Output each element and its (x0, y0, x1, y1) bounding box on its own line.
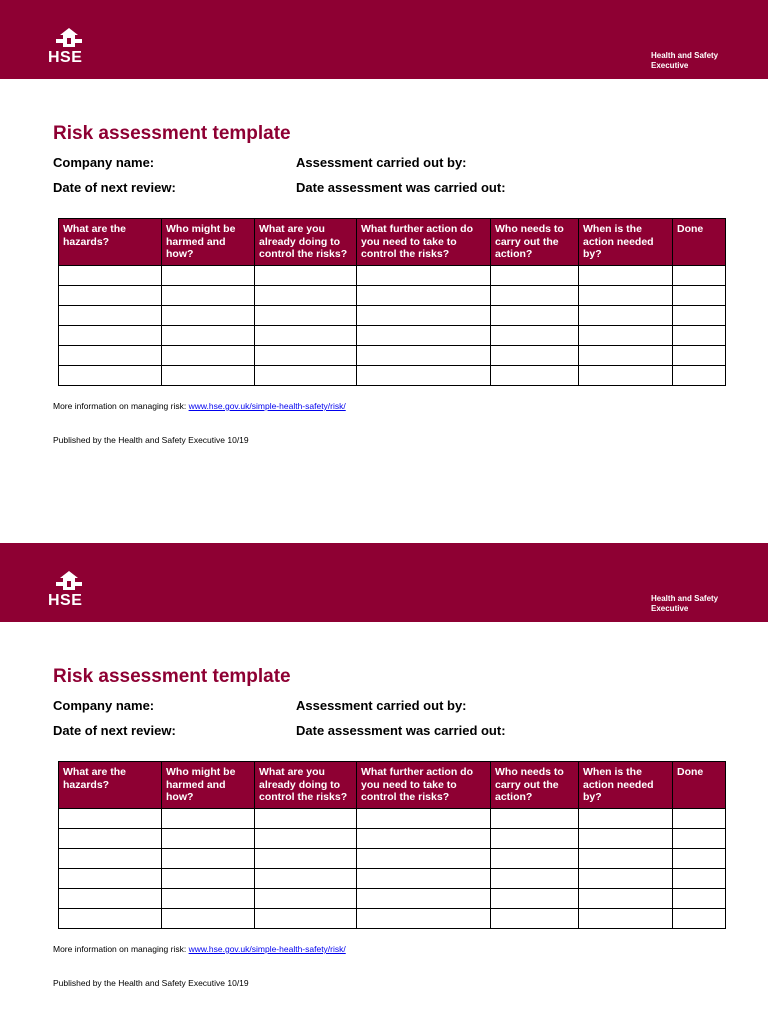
table-cell[interactable] (357, 849, 491, 869)
header-banner (0, 543, 768, 622)
table-cell[interactable] (357, 889, 491, 909)
table-cell[interactable] (357, 809, 491, 829)
table-cell[interactable] (357, 869, 491, 889)
risk-table (58, 761, 726, 929)
col-hazards: What are the hazards? (59, 219, 162, 266)
table-cell[interactable] (59, 889, 162, 909)
table-cell[interactable] (491, 346, 579, 366)
table-cell[interactable] (255, 266, 357, 286)
table-cell[interactable] (673, 889, 726, 909)
table-cell[interactable] (59, 366, 162, 386)
table-cell[interactable] (673, 366, 726, 386)
table-cell[interactable] (491, 366, 579, 386)
col-when-needed: When is the action needed by? (579, 762, 673, 809)
table-cell[interactable] (59, 869, 162, 889)
table-cell[interactable] (673, 266, 726, 286)
assessment-by-label: Assessment carried out by: (296, 155, 467, 170)
table-cell[interactable] (255, 326, 357, 346)
table-cell[interactable] (162, 909, 255, 929)
table-cell[interactable] (255, 909, 357, 929)
table-cell[interactable] (579, 366, 673, 386)
table-cell[interactable] (579, 266, 673, 286)
col-current-controls: What are you already doing to control the risks? (255, 762, 357, 809)
table-cell[interactable] (673, 306, 726, 326)
table-cell[interactable] (491, 809, 579, 829)
table-cell[interactable] (255, 849, 357, 869)
table-row (59, 326, 726, 346)
next-review-label: Date of next review: (53, 723, 176, 738)
hse-crest-icon (51, 570, 87, 592)
table-cell[interactable] (59, 326, 162, 346)
table-cell[interactable] (59, 829, 162, 849)
published-by: Published by the Health and Safety Executive 10/19 (53, 435, 249, 445)
org-name (651, 594, 718, 614)
table-cell[interactable] (357, 326, 491, 346)
table-row (59, 346, 726, 366)
table-cell[interactable] (673, 286, 726, 306)
table-cell[interactable] (491, 889, 579, 909)
table-row (59, 266, 726, 286)
more-info-line (53, 944, 346, 954)
table-cell[interactable] (255, 306, 357, 326)
table-cell[interactable] (162, 889, 255, 909)
table-cell[interactable] (579, 346, 673, 366)
table-cell[interactable] (255, 366, 357, 386)
table-cell[interactable] (59, 809, 162, 829)
table-cell[interactable] (162, 869, 255, 889)
table-cell[interactable] (357, 366, 491, 386)
date-carried-out-label: Date assessment was carried out: (296, 180, 506, 195)
table-cell[interactable] (162, 829, 255, 849)
table-cell[interactable] (59, 266, 162, 286)
template-page-1 (0, 0, 768, 480)
table-cell[interactable] (255, 286, 357, 306)
table-cell[interactable] (357, 909, 491, 929)
table-cell[interactable] (357, 306, 491, 326)
table-cell[interactable] (255, 346, 357, 366)
org-name-line1: Health and Safety (651, 594, 719, 603)
org-name (651, 51, 718, 71)
table-cell[interactable] (673, 909, 726, 929)
risk-table (58, 218, 726, 386)
table-cell[interactable] (673, 326, 726, 346)
col-done: Done (673, 762, 726, 809)
published-by: Published by the Health and Safety Executive 10/19 (53, 978, 249, 988)
col-who-acts: Who needs to carry out the action? (491, 762, 579, 809)
table-header-row (59, 219, 726, 266)
date-carried-out-label: Date assessment was carried out: (296, 723, 506, 738)
col-who-acts: Who needs to carry out the action? (491, 219, 579, 266)
table-cell[interactable] (491, 869, 579, 889)
table-cell[interactable] (162, 809, 255, 829)
table-cell[interactable] (673, 809, 726, 829)
table-row (59, 829, 726, 849)
company-name-label: Company name: (53, 698, 155, 713)
table-row (59, 849, 726, 869)
table-cell[interactable] (255, 809, 357, 829)
table-cell[interactable] (162, 849, 255, 869)
table-cell[interactable] (579, 869, 673, 889)
risk-guidance-link[interactable]: www.hse.gov.uk/simple-health-safety/risk/ (188, 944, 346, 954)
table-cell[interactable] (255, 889, 357, 909)
col-current-controls: What are you already doing to control the risks? (255, 219, 357, 266)
table-cell[interactable] (579, 809, 673, 829)
table-cell[interactable] (673, 849, 726, 869)
col-who-harmed: Who might be harmed and how? (162, 219, 255, 266)
table-cell[interactable] (255, 829, 357, 849)
org-name-line2: Executive (651, 61, 689, 70)
company-name-label: Company name: (53, 155, 155, 170)
template-page-2 (0, 543, 768, 1023)
table-cell[interactable] (673, 346, 726, 366)
table-cell[interactable] (162, 306, 255, 326)
table-cell[interactable] (491, 306, 579, 326)
table-cell[interactable] (579, 889, 673, 909)
table-cell[interactable] (491, 909, 579, 929)
col-further-action: What further action do you need to take to control the risks? (357, 762, 491, 809)
col-further-action: What further action do you need to take to control the risks? (357, 219, 491, 266)
table-cell[interactable] (255, 869, 357, 889)
col-when-needed: When is the action needed by? (579, 219, 673, 266)
table-cell[interactable] (162, 266, 255, 286)
table-cell[interactable] (59, 849, 162, 869)
table-cell[interactable] (59, 306, 162, 326)
document-title: Risk assessment template (53, 666, 291, 687)
table-row (59, 809, 726, 829)
more-info-line (53, 401, 346, 411)
logo-text: HSE (48, 592, 83, 609)
header-banner (0, 0, 768, 79)
table-cell[interactable] (491, 286, 579, 306)
table-cell[interactable] (357, 346, 491, 366)
table-cell[interactable] (162, 286, 255, 306)
table-cell[interactable] (357, 829, 491, 849)
table-cell[interactable] (491, 326, 579, 346)
table-cell[interactable] (357, 266, 491, 286)
org-name-line1: Health and Safety (651, 51, 719, 60)
table-row (59, 366, 726, 386)
table-cell[interactable] (491, 266, 579, 286)
table-cell[interactable] (579, 306, 673, 326)
table-cell[interactable] (162, 366, 255, 386)
col-done: Done (673, 219, 726, 266)
table-header-row (59, 762, 726, 809)
assessment-by-label: Assessment carried out by: (296, 698, 467, 713)
table-row (59, 286, 726, 306)
table-cell[interactable] (579, 326, 673, 346)
table-cell[interactable] (579, 286, 673, 306)
table-cell[interactable] (59, 909, 162, 929)
col-hazards: What are the hazards? (59, 762, 162, 809)
more-info-label: More information on managing risk: (53, 401, 189, 411)
table-row (59, 306, 726, 326)
table-cell[interactable] (579, 849, 673, 869)
table-row (59, 869, 726, 889)
table-row (59, 909, 726, 929)
table-cell[interactable] (162, 326, 255, 346)
table-cell[interactable] (357, 286, 491, 306)
table-cell[interactable] (673, 829, 726, 849)
table-cell[interactable] (673, 869, 726, 889)
logo-text: HSE (48, 49, 83, 66)
table-cell[interactable] (59, 286, 162, 306)
more-info-label: More information on managing risk: (53, 944, 189, 954)
table-cell[interactable] (59, 346, 162, 366)
risk-guidance-link[interactable]: www.hse.gov.uk/simple-health-safety/risk/ (188, 401, 346, 411)
table-cell[interactable] (491, 849, 579, 869)
hse-logo (48, 570, 90, 612)
table-cell[interactable] (491, 829, 579, 849)
table-cell[interactable] (579, 829, 673, 849)
next-review-label: Date of next review: (53, 180, 176, 195)
document-title: Risk assessment template (53, 123, 291, 144)
col-who-harmed: Who might be harmed and how? (162, 762, 255, 809)
hse-logo (48, 27, 90, 69)
org-name-line2: Executive (651, 604, 689, 613)
hse-crest-icon (51, 27, 87, 49)
table-cell[interactable] (162, 346, 255, 366)
table-cell[interactable] (579, 909, 673, 929)
table-row (59, 889, 726, 909)
